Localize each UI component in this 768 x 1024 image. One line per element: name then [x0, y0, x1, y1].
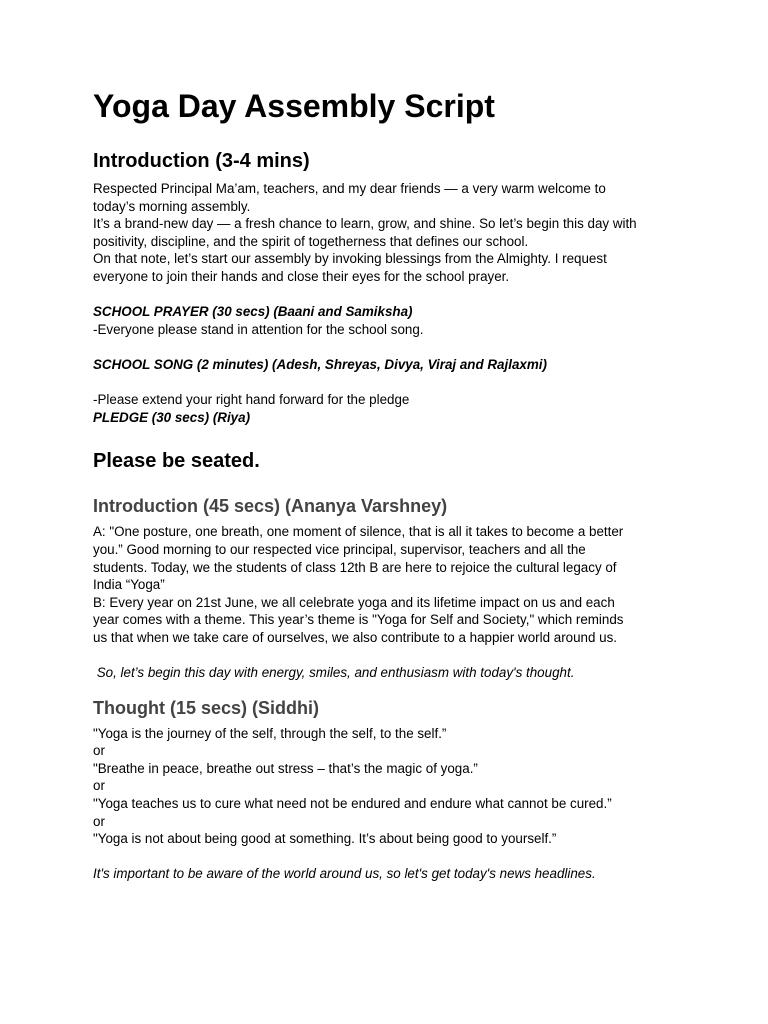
- thought-line: "Yoga is not about being good at something. It’s about being good to yourself.”: [93, 831, 557, 847]
- school-prayer-label: SCHOOL PRAYER (30 secs) (Baani and Samiksha): [93, 304, 413, 320]
- intro-heading: Introduction (3-4 mins): [93, 150, 310, 172]
- intro2-line: us that when we take care of ourselves, we also contribute to a happier world around us.: [93, 629, 618, 645]
- intro-line: It’s a brand-new day — a fresh chance to learn, grow, and shine. So let’s begin this day with: [93, 216, 637, 232]
- intro2-line: A: "One posture, one breath, one moment of silence, that is all it takes to become a better: [93, 524, 624, 540]
- intro2-line: you.” Good morning to our respected vice principal, supervisor, teachers and all the: [93, 541, 586, 557]
- thought-line: or: [93, 813, 105, 829]
- intro2-line: B: Every year on 21st June, we all celebrate yoga and its lifetime impact on us and each: [93, 594, 615, 610]
- intro-line: positivity, discipline, and the spirit of togetherness that defines our school.: [93, 233, 529, 249]
- thought-list: [93, 725, 688, 848]
- pledge-label: PLEDGE (30 secs) (Riya): [93, 409, 251, 425]
- intro-paragraph: [93, 180, 688, 286]
- seated-heading: Please be seated.: [93, 450, 260, 473]
- pledge-note: -Please extend your right hand forward for the pledge: [93, 392, 410, 408]
- intro-line: everyone to join their hands and close their eyes for the school prayer.: [93, 268, 510, 284]
- document-title: Yoga Day Assembly Script: [93, 88, 495, 124]
- intro2-paragraph: [93, 523, 688, 646]
- school-prayer-note: -Everyone please stand in attention for the school song.: [93, 321, 424, 337]
- thought-line: "Yoga is the journey of the self, through the self, to the self.”: [93, 725, 447, 741]
- intro2-line: year comes with a theme. This year’s theme is "Yoga for Self and Society," which reminds: [93, 612, 624, 628]
- school-song-label: SCHOOL SONG (2 minutes) (Adesh, Shreyas, Divya, Viraj and Rajlaxmi): [93, 356, 547, 372]
- thought-line: or: [93, 778, 105, 794]
- intro-line: Respected Principal Ma’am, teachers, and my dear friends — a very warm welcome to: [93, 181, 606, 196]
- thought-transition: It's important to be aware of the world around us, so let's get today's news headlines.: [93, 866, 596, 882]
- intro-line: today’s morning assembly.: [93, 198, 251, 214]
- thought-line: or: [93, 743, 105, 759]
- thought-line: "Breathe in peace, breathe out stress – that’s the magic of yoga.”: [93, 760, 478, 776]
- intro2-line: India “Yoga”: [93, 577, 165, 593]
- thought-heading: Thought (15 secs) (Siddhi): [93, 697, 320, 718]
- intro-line: On that note, let’s start our assembly by invoking blessings from the Almighty. I request: [93, 251, 607, 267]
- thought-line: "Yoga teaches us to cure what need not be endured and endure what cannot be cured.”: [93, 796, 612, 812]
- intro2-transition: So, let’s begin this day with energy, smiles, and enthusiasm with today's thought.: [93, 665, 575, 681]
- intro2-heading: Introduction (45 secs) (Ananya Varshney): [93, 496, 448, 517]
- intro2-line: students. Today, we the students of class 12th B are here to rejoice the cultural legacy of: [93, 559, 617, 575]
